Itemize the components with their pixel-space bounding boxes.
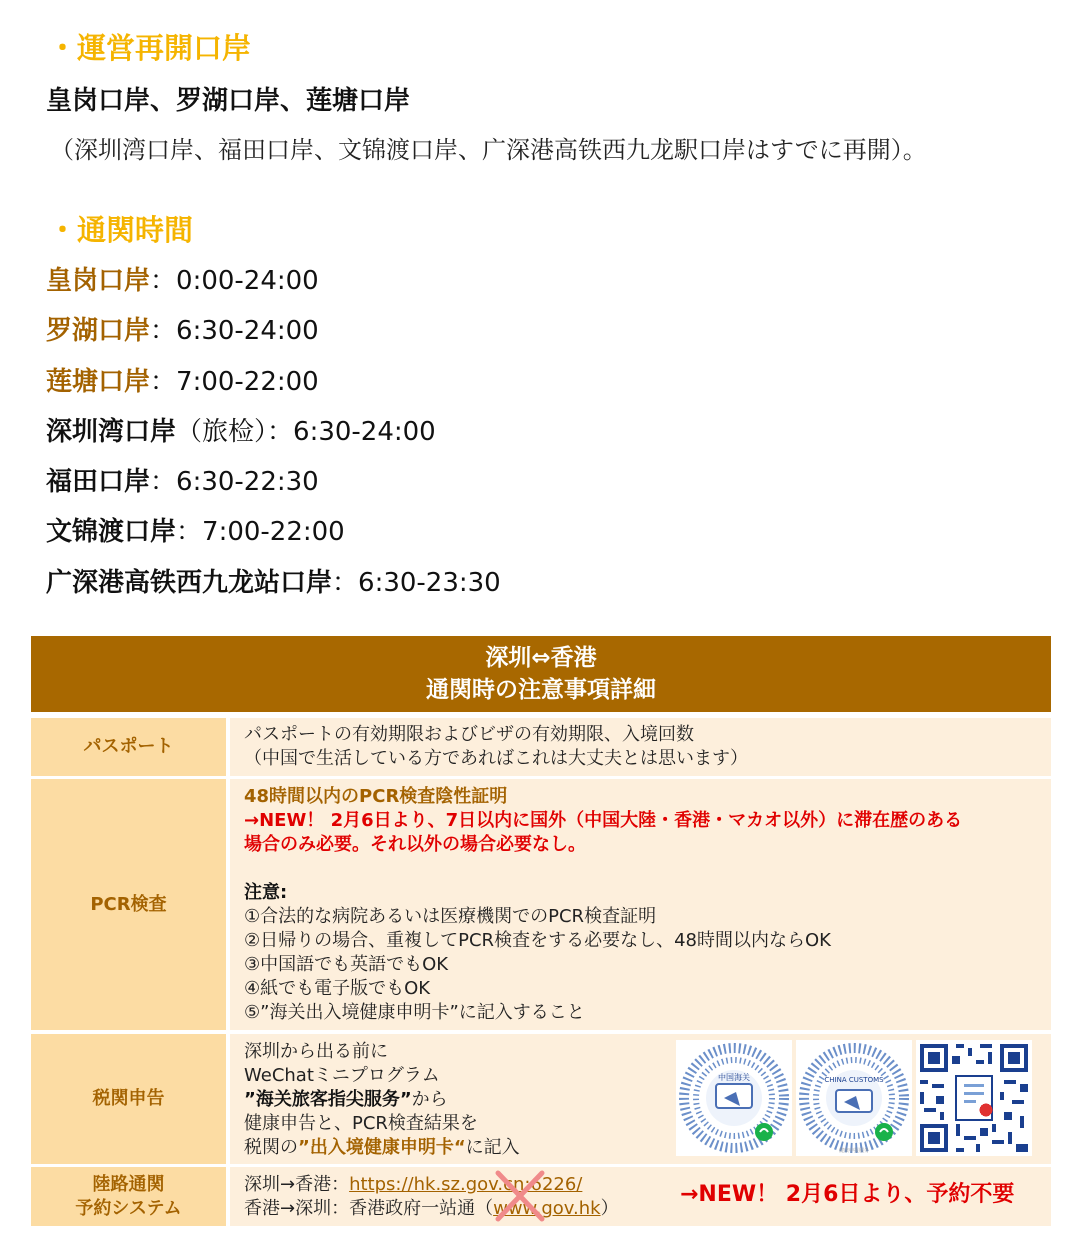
row-content-customs	[230, 1034, 1051, 1164]
row-content-reservation	[230, 1167, 1051, 1226]
passport-line2: （中国で生活している方であればこれは大丈夫とは思います）	[244, 748, 748, 769]
table-title-line1: 深圳⇔香港	[485, 645, 597, 671]
pcr-note-title: 注意:	[244, 882, 288, 903]
crossing-time: 6:30-22:30	[176, 467, 319, 497]
pcr-note-item: ③中国語でも英語でもOK	[244, 954, 449, 975]
health-declaration-qr-code	[916, 1040, 1032, 1156]
crossing-sep: ：	[150, 367, 177, 397]
reopen-note: （深圳湾口岸、福田口岸、文锦渡口岸、广深港高铁西九龙駅口岸はすでに再開）。	[50, 136, 927, 164]
qr1-label: 中国海关	[718, 1073, 750, 1082]
customs-line4: 健康申告と、PCR検査結果を	[244, 1113, 478, 1134]
hours-row-luohu	[46, 310, 319, 347]
table-row-customs	[31, 1034, 1051, 1164]
qr2-sublabel: 健康申报服务	[838, 1148, 870, 1154]
row-label-customs: 税関申告	[31, 1034, 226, 1164]
pcr-title: 48時間以内のPCR検査陰性証明	[244, 786, 508, 807]
sz-reservation-link[interactable]: https://hk.sz.gov.cn:6226/	[349, 1174, 583, 1195]
hk-to-sz-label: 香港→深圳：香港政府一站通（	[244, 1198, 494, 1219]
crossing-name: 福田口岸	[46, 467, 151, 497]
crossing-sep: ：	[150, 467, 177, 497]
crossing-sep: ：	[176, 517, 203, 547]
hours-heading: ・通関時間	[48, 213, 194, 247]
pcr-new-line1: →NEW！ 2月6日より、7日以内に国外（中国大陸・香港・マカオ以外）に滞在歴のある	[244, 810, 963, 831]
pcr-note-item: ①合法的な病院あるいは医療機関でのPCR検査証明	[244, 906, 657, 927]
reservation-label-line2: 予約システム	[75, 1197, 182, 1219]
crossing-sep: ：	[150, 266, 177, 296]
crossing-sep: ：	[150, 316, 177, 346]
customs-line5-a: 税関の	[244, 1137, 298, 1158]
row-label-reservation	[31, 1167, 226, 1226]
table-row-passport	[31, 718, 1051, 776]
crossing-name: 广深港高铁西九龙站口岸	[46, 568, 333, 598]
cross-out-icon	[494, 1169, 546, 1223]
hours-row-xijiulong	[46, 562, 501, 599]
customs-line5-c: に記入	[465, 1137, 520, 1158]
crossing-name: 皇岗口岸	[46, 266, 151, 296]
table-title-line2: 通関時の注意事項詳細	[426, 677, 656, 703]
crossing-time: 6:30-24:00	[293, 417, 436, 447]
hk-to-sz-suffix: ）	[600, 1198, 619, 1219]
pcr-new-line2: 場合のみ必要。それ以外の場合必要なし。	[244, 834, 586, 855]
reopen-heading: ・運営再開口岸	[48, 31, 252, 65]
table-row-pcr	[31, 779, 1051, 1030]
sz-to-hk-label: 深圳→香港：	[244, 1174, 350, 1195]
hours-row-futian	[46, 461, 319, 498]
customs-miniprogram-name: ”海关旅客指尖服务”	[244, 1089, 412, 1110]
table-header	[31, 636, 1051, 712]
crossing-name: 文锦渡口岸	[46, 517, 177, 547]
miniprogram-qr-code-1	[676, 1040, 792, 1156]
crossing-name: 莲塘口岸	[46, 367, 151, 397]
table-row-reservation	[31, 1167, 1051, 1226]
crossing-time: 7:00-22:00	[176, 367, 319, 397]
hours-row-shenzhenwan	[46, 411, 436, 448]
row-content-passport	[230, 718, 1051, 776]
reopen-list: 皇岗口岸、罗湖口岸、莲塘口岸	[46, 86, 411, 116]
row-label-pcr: PCR検査	[31, 779, 226, 1030]
reservation-label-line1: 陸路通関	[92, 1173, 165, 1195]
customs-line2: WeChatミニプログラム	[244, 1065, 440, 1086]
customs-line1: 深圳から出る前に	[244, 1041, 388, 1062]
pcr-note-item: ②日帰りの場合、重複してPCR検査をする必要なし、48時間以内ならOK	[244, 930, 831, 951]
crossing-time: 0:00-24:00	[176, 266, 319, 296]
hours-row-huanggang	[46, 260, 319, 297]
crossing-time: 6:30-23:30	[358, 568, 501, 598]
passport-line1: パスポートの有効期限およびビザの有効期限、入境回数	[244, 724, 694, 745]
crossing-name: 罗湖口岸	[46, 316, 151, 346]
qr2-label: CHINA CUSTOMS	[824, 1076, 884, 1084]
hours-row-wenjindu	[46, 511, 345, 548]
pcr-note-item: ⑤”海关出入境健康申明卡”に記入すること	[244, 1002, 585, 1023]
notes-table	[31, 636, 1051, 1219]
crossing-name: 深圳湾口岸	[46, 417, 177, 447]
customs-line3-rest: から	[411, 1089, 448, 1110]
pcr-note-item: ④紙でも電子版でもOK	[244, 978, 431, 999]
reservation-new-note: →NEW！ 2月6日より、予約不要	[680, 1182, 1015, 1207]
crossing-sep: ：	[332, 568, 359, 598]
crossing-sep: （旅检）：	[176, 417, 294, 447]
crossing-time: 6:30-24:00	[176, 316, 319, 346]
row-content-pcr	[230, 779, 1051, 1030]
crossing-time: 7:00-22:00	[202, 517, 345, 547]
row-label-passport: パスポート	[31, 718, 226, 776]
miniprogram-qr-code-2	[796, 1040, 912, 1156]
customs-card-name: ”出入境健康申明卡“	[298, 1137, 466, 1158]
gov-hk-link[interactable]: www.gov.hk	[493, 1198, 601, 1219]
hours-row-liantang	[46, 361, 319, 398]
